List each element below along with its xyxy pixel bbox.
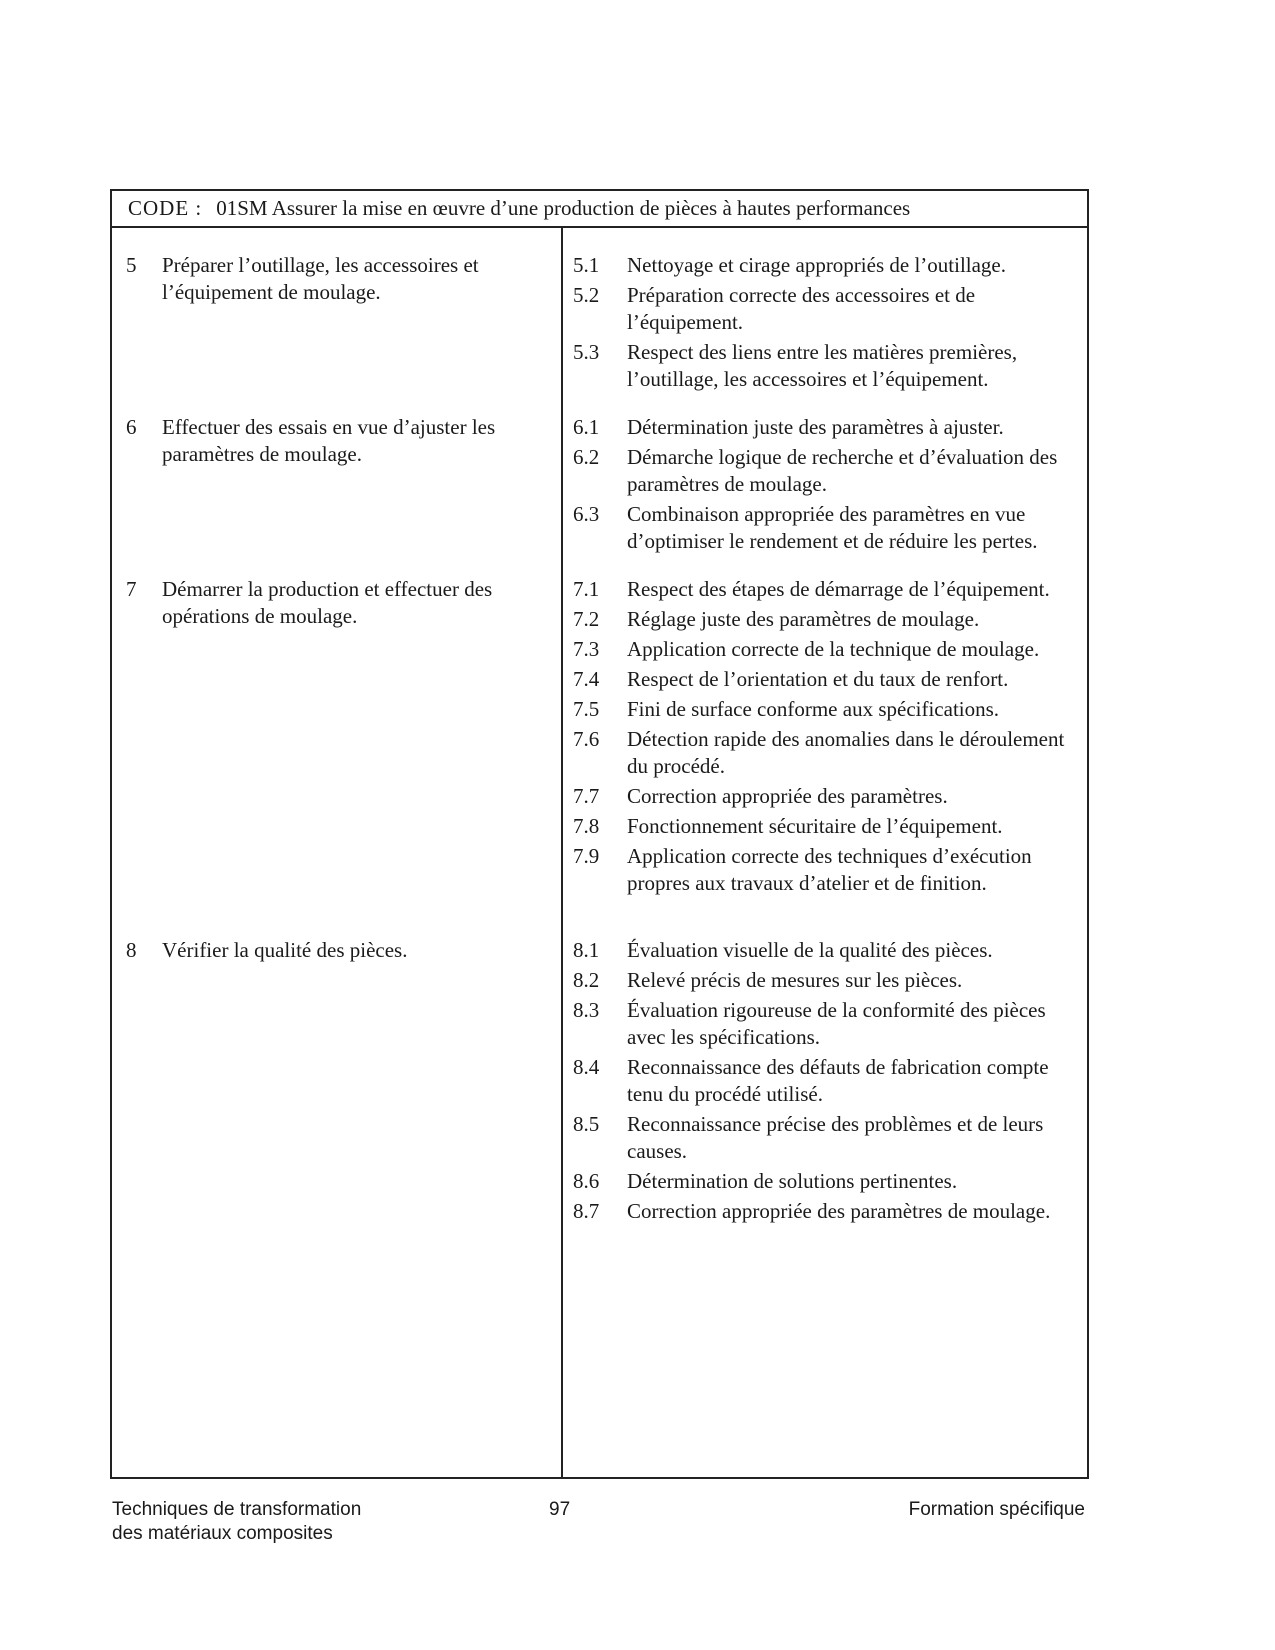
criterion-item: [573, 282, 1083, 336]
criterion-item: [573, 606, 1083, 633]
criterion-number: 7.7: [573, 784, 600, 808]
criterion-item: [573, 1054, 1083, 1108]
competency-number: 6: [126, 415, 137, 439]
criterion-text: Combinaison appropriée des paramètres en vue d’optimiser le rendement et de réduire les pertes.: [627, 502, 1038, 553]
criterion-number: 6.1: [573, 415, 600, 439]
criterion-text: Respect de l’orientation et du taux de renfort.: [627, 667, 1009, 691]
criterion-text: Réglage juste des paramètres de moulage.: [627, 607, 980, 631]
criterion-number: 8.6: [573, 1169, 600, 1193]
criterion-text: Correction appropriée des paramètres.: [627, 784, 948, 808]
criterion-text: Détermination de solutions pertinentes.: [627, 1169, 958, 1193]
criterion-item: [573, 813, 1083, 840]
criteria-group-7: [573, 576, 1083, 900]
criterion-number: 7.6: [573, 727, 600, 751]
criterion-item: [573, 666, 1083, 693]
competency-title: Assurer la mise en œuvre d’une production de pièces à hautes performances: [271, 196, 911, 220]
criterion-text: Application correcte des techniques d’exécution propres aux travaux d’atelier et de finition.: [627, 844, 1032, 895]
criterion-number: 7.9: [573, 844, 600, 868]
criterion-item: [573, 967, 1083, 994]
criterion-text: Relevé précis de mesures sur les pièces.: [627, 968, 963, 992]
criterion-text: Évaluation rigoureuse de la conformité des pièces avec les spécifications.: [627, 998, 1046, 1049]
criterion-text: Évaluation visuelle de la qualité des pièces.: [627, 938, 993, 962]
competency-number: 5: [126, 253, 137, 277]
competency-item: [126, 252, 546, 306]
criterion-number: 7.1: [573, 577, 600, 601]
criteria-group-6: [573, 414, 1083, 558]
criterion-item: [573, 783, 1083, 810]
competency-number: 7: [126, 577, 137, 601]
criterion-text: Correction appropriée des paramètres de moulage.: [627, 1199, 1051, 1223]
table-header: [112, 191, 1087, 228]
criterion-number: 8.3: [573, 998, 600, 1022]
competency-text: Effectuer des essais en vue d’ajuster les paramètres de moulage.: [162, 415, 496, 466]
competency-item: [126, 576, 546, 630]
criterion-text: Fini de surface conforme aux spécifications.: [627, 697, 1000, 721]
criterion-number: 7.2: [573, 607, 600, 631]
criterion-item: [573, 501, 1083, 555]
footer-program-title: [112, 1498, 361, 1546]
footer-program-line1: Techniques de transformation: [112, 1499, 362, 1520]
criteria-group-5: [573, 252, 1083, 396]
competency-item: [126, 414, 546, 468]
criterion-item: [573, 339, 1083, 393]
column-divider: [561, 228, 563, 1477]
criterion-item: [573, 937, 1083, 964]
code-label: CODE :: [128, 196, 203, 220]
criterion-item: [573, 1198, 1083, 1225]
criterion-item: [573, 1168, 1083, 1195]
competency-table: [110, 189, 1089, 1479]
competency-item: [126, 937, 546, 964]
criterion-text: Détermination juste des paramètres à ajuster.: [627, 415, 1004, 439]
criterion-item: [573, 252, 1083, 279]
criterion-text: Démarche logique de recherche et d’évaluation des paramètres de moulage.: [627, 445, 1058, 496]
criterion-text: Reconnaissance des défauts de fabrication compte tenu du procédé utilisé.: [627, 1055, 1049, 1106]
criterion-item: [573, 576, 1083, 603]
criterion-number: 8.5: [573, 1112, 600, 1136]
competency-text: Préparer l’outillage, les accessoires et l’équipement de moulage.: [162, 253, 479, 304]
criterion-number: 5.1: [573, 253, 600, 277]
criterion-item: [573, 997, 1083, 1051]
criterion-item: [573, 414, 1083, 441]
criterion-item: [573, 726, 1083, 780]
criterion-number: 8.7: [573, 1199, 600, 1223]
criterion-text: Nettoyage et cirage appropriés de l’outillage.: [627, 253, 1007, 277]
criterion-number: 5.2: [573, 283, 600, 307]
competency-text: Démarrer la production et effectuer des opérations de moulage.: [162, 577, 493, 628]
criterion-text: Respect des liens entre les matières premières, l’outillage, les accessoires et l’équipement.: [627, 340, 1018, 391]
criterion-item: [573, 696, 1083, 723]
criterion-number: 7.3: [573, 637, 600, 661]
criterion-number: 8.4: [573, 1055, 600, 1079]
criterion-number: 7.5: [573, 697, 600, 721]
criterion-number: 6.3: [573, 502, 600, 526]
criterion-number: 6.2: [573, 445, 600, 469]
criterion-number: 5.3: [573, 340, 600, 364]
competency-text: Vérifier la qualité des pièces.: [162, 938, 408, 962]
code-value: 01SM: [216, 196, 268, 220]
criterion-text: Fonctionnement sécuritaire de l’équipement.: [627, 814, 1003, 838]
competency-number: 8: [126, 938, 137, 962]
criterion-item: [573, 1111, 1083, 1165]
criterion-text: Préparation correcte des accessoires et de l’équipement.: [627, 283, 976, 334]
criterion-number: 8.2: [573, 968, 600, 992]
criterion-text: Reconnaissance précise des problèmes et de leurs causes.: [627, 1112, 1044, 1163]
criterion-number: 7.4: [573, 667, 600, 691]
criterion-number: 7.8: [573, 814, 600, 838]
criteria-group-8: [573, 937, 1083, 1228]
page-number: 97: [549, 1499, 571, 1520]
criterion-text: Détection rapide des anomalies dans le déroulement du procédé.: [627, 727, 1065, 778]
criterion-item: [573, 444, 1083, 498]
criterion-text: Respect des étapes de démarrage de l’équipement.: [627, 577, 1050, 601]
criterion-text: Application correcte de la technique de moulage.: [627, 637, 1040, 661]
criterion-number: 8.1: [573, 938, 600, 962]
footer-section: Formation spécifique: [908, 1499, 1085, 1520]
criterion-item: [573, 843, 1083, 897]
footer-program-line2: des matériaux composites: [112, 1523, 333, 1544]
criterion-item: [573, 636, 1083, 663]
